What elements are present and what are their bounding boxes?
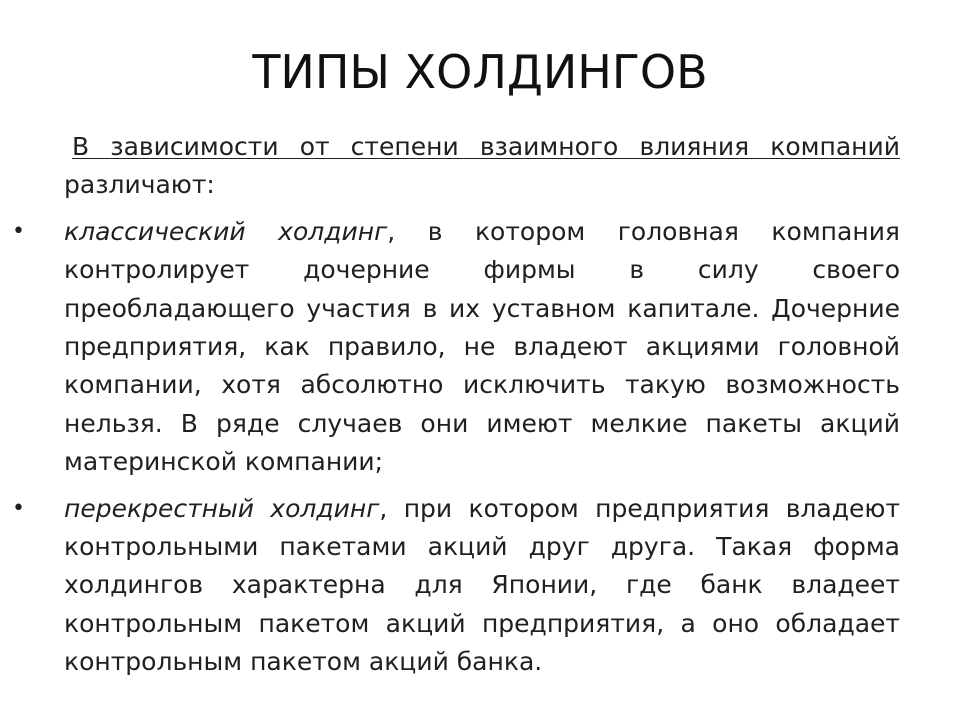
bullet-description: , в котором головная компания контролирует дочерние фирмы в силу своего преобладающего участия в их уставном капитале. Дочерние предприятия, как правило, не владеют акциями головной компании, хотя абсолютно исключить такую возможность нельзя. В ряде случаев они имеют мелкие пакеты акций материнской компании; <box>64 216 900 477</box>
bullet-description: , при котором предприятия владеют контрольными пакетами акций друг друга. Такая форма холдингов характерна для Японии, где банк владеет контрольным пакетом акций предприятия, а оно обладает контрольным пакетом акций банка. <box>64 493 901 677</box>
slide-body <box>12 128 901 690</box>
intro-line <box>64 128 900 166</box>
bullet-icon: • <box>12 495 25 521</box>
bullet-text <box>64 213 900 482</box>
bullet-item-classic <box>12 213 900 482</box>
intro-underlined-text: В зависимости от степени взаимного влияния компаний <box>72 132 900 161</box>
bullet-list <box>12 213 901 682</box>
bullet-item-cross <box>12 490 901 682</box>
intro-rest-text: различают: <box>64 170 215 200</box>
bullet-term: классический холдинг <box>64 216 388 246</box>
bullet-icon: • <box>12 218 25 244</box>
bullet-text <box>64 490 900 682</box>
bullet-term: перекрестный холдинг <box>64 493 380 523</box>
slide-title: ТИПЫ ХОЛДИНГОВ <box>252 45 708 99</box>
intro-paragraph <box>64 128 900 205</box>
